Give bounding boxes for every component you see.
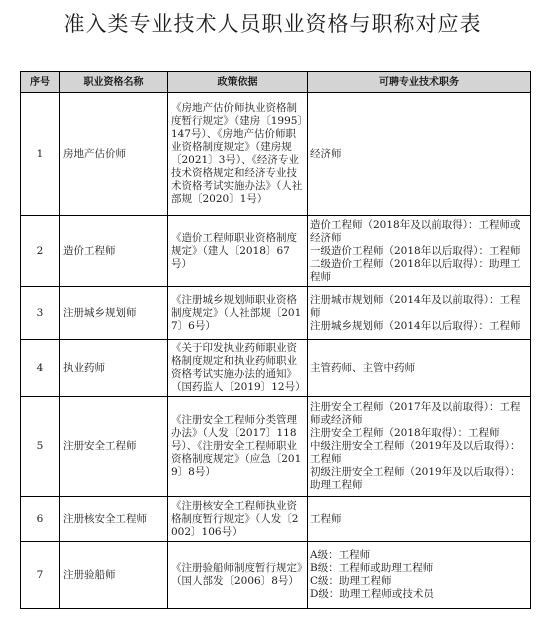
eligible-title-line: 工程师 [310, 512, 342, 525]
cell-qualification-name: 房地产估价师 [60, 93, 168, 216]
eligible-title-line: 主管药师、主管中药师 [310, 361, 415, 374]
eligible-title-line: 中级注册安全工程师（2019年及以后取得）：工程师 [310, 440, 521, 465]
cell-policy-basis: 《关于印发执业药师职业资格制度规定和执业药师职业资格考试实施办法的通知》（国药监人〔2019〕12号） [168, 340, 308, 397]
table-row [21, 93, 531, 216]
cell-qualification-name: 注册验船师 [60, 542, 168, 609]
eligible-title-line: 注册安全工程师（2017年及以前取得）：工程师或经济师 [310, 401, 521, 426]
eligible-title-line: 经济师 [310, 147, 342, 160]
header-qualification-name: 职业资格名称 [60, 72, 168, 93]
qualification-table [20, 71, 531, 609]
table-row [21, 497, 531, 542]
cell-eligible-titles [308, 542, 531, 609]
cell-no: 3 [21, 287, 60, 340]
eligible-title-line: D级：助理工程师或技术员 [310, 588, 434, 600]
cell-policy-basis: 《注册城乡规划师职业资格制度规定》（人社部规〔2017〕6号） [168, 287, 308, 340]
table-row [21, 216, 531, 287]
eligible-title-line: A级：工程师 [310, 549, 371, 561]
table-body [21, 93, 531, 609]
cell-qualification-name: 造价工程师 [60, 216, 168, 287]
table-row [21, 542, 531, 609]
cell-no: 4 [21, 340, 60, 397]
header-eligible-titles: 可聘专业技术职务 [308, 72, 531, 93]
cell-policy-basis: 《注册安全工程师分类管理办法》（人发〔2017〕118号）、《注册安全工程师职业资格制度规定》（应急〔2019〕8号） [168, 397, 308, 497]
eligible-title-line: 初级注册安全工程师（2019年及以后取得）：助理工程师 [310, 466, 521, 491]
cell-policy-basis: 《注册验船师制度暂行规定》（国人部发〔2006〕8号） [168, 542, 308, 609]
header-policy-basis: 政策依据 [168, 72, 308, 93]
cell-eligible-titles [308, 216, 531, 287]
eligible-title-line: 二级造价工程师（2018年以后取得）：助理工程师 [310, 257, 521, 283]
cell-qualification-name: 注册安全工程师 [60, 397, 168, 497]
cell-eligible-titles [308, 287, 531, 340]
cell-policy-basis: 《房地产估价师执业资格制度暂行规定》（建房〔1995〕147号）、《房地产估价师职业资格制度规定》（建房规〔2021〕3号）、《经济专业技术资格规定和经济专业技术资格考试实施办法》（人社部规〔2020〕1号） [168, 93, 308, 216]
cell-eligible-titles [308, 497, 531, 542]
cell-no: 6 [21, 497, 60, 542]
cell-qualification-name: 注册核安全工程师 [60, 497, 168, 542]
table-header-row [21, 72, 531, 93]
cell-eligible-titles [308, 93, 531, 216]
table-row [21, 397, 531, 497]
eligible-title-line: 造价工程师（2018年及以前取得）：工程师或经济师 [310, 218, 521, 244]
cell-no: 7 [21, 542, 60, 609]
table-row [21, 340, 531, 397]
cell-policy-basis: 《造价工程师职业资格制度规定》（建人〔2018〕67号） [168, 216, 308, 287]
cell-no: 2 [21, 216, 60, 287]
cell-qualification-name: 执业药师 [60, 340, 168, 397]
cell-no: 1 [21, 93, 60, 216]
eligible-title-line: 注册安全工程师（2018年取得）：工程师 [310, 427, 500, 439]
eligible-title-line: 一级造价工程师（2018年以后取得）：工程师 [310, 244, 521, 257]
page-title: 准入类专业技术人员职业资格与职称对应表 [63, 12, 482, 36]
eligible-title-line: 注册城市规划师（2014年及以前取得）：工程师 [310, 293, 521, 319]
cell-no: 5 [21, 397, 60, 497]
cell-qualification-name: 注册城乡规划师 [60, 287, 168, 340]
eligible-title-line: 注册城乡规划师（2014年以后取得）：工程师 [310, 319, 521, 332]
eligible-title-line: B级：工程师或助理工程师 [310, 562, 434, 574]
header-no: 序号 [21, 72, 60, 93]
table-row [21, 287, 531, 340]
cell-eligible-titles [308, 397, 531, 497]
cell-eligible-titles [308, 340, 531, 397]
cell-policy-basis: 《注册核安全工程师执业资格制度暂行规定》（人发〔2002〕106号） [168, 497, 308, 542]
eligible-title-line: C级：助理工程师 [310, 575, 392, 587]
